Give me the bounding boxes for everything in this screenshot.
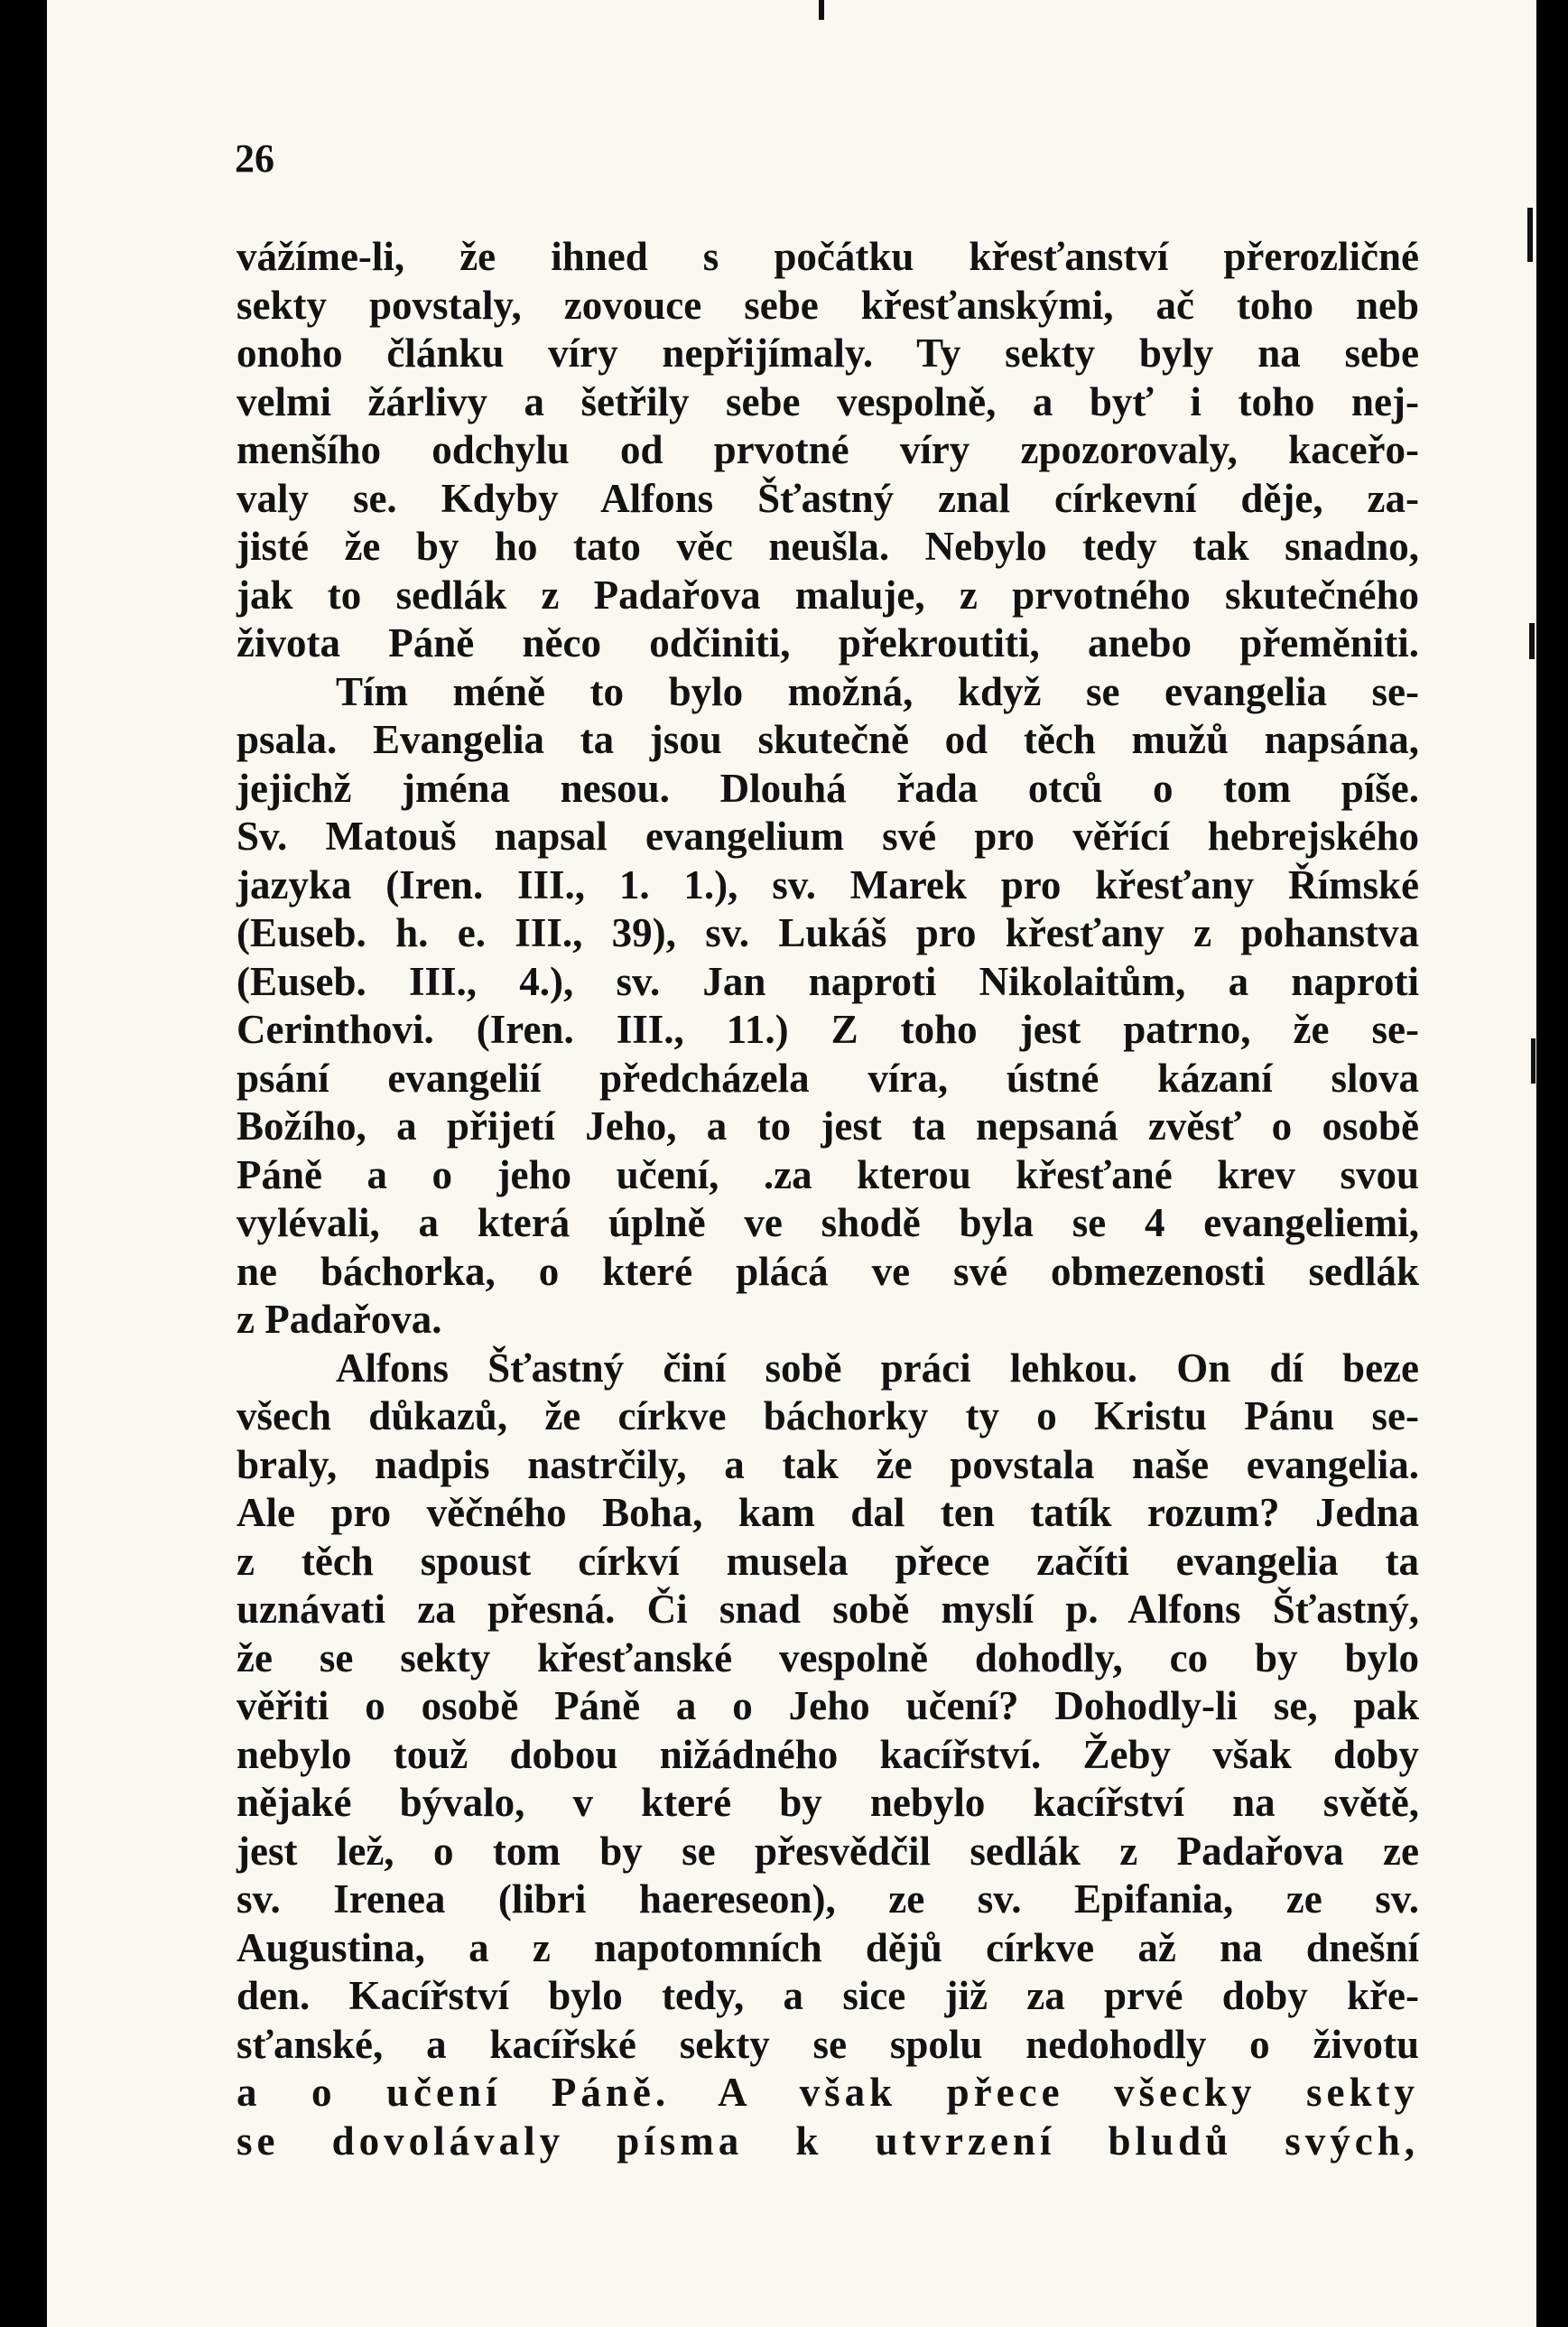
body-text bbox=[237, 233, 1419, 2165]
text-line: jejichž jména nesou. Dlouhá řada otců o tom píše. bbox=[237, 765, 1419, 811]
text-line: nebylo touž dobou nižádného kacířství. Žeby však doby bbox=[237, 1731, 1419, 1777]
right-edge-mark bbox=[1527, 208, 1533, 262]
text-line: z těch spoust církví musela přece začíti evangelia ta bbox=[237, 1538, 1419, 1584]
text-line: jazyka (Iren. III., 1. 1.), sv. Marek pro křesťany Římské bbox=[237, 861, 1419, 908]
text-line: (Euseb. h. e. III., 39), sv. Lukáš pro křesťany z pohanstva bbox=[237, 910, 1419, 955]
text-line: vážíme-li, že ihned s počátku křesťanství přerozličné bbox=[237, 234, 1419, 279]
text-line: Ale pro věčného Boha, kam dal ten tatík rozum? Jedna bbox=[237, 1490, 1419, 1535]
text-line: valy se. Kdyby Alfons Šťastný znal církevní děje, za- bbox=[237, 475, 1419, 521]
text-line: braly, nadpis nastrčily, a tak že povstala naše evangelia. bbox=[237, 1441, 1419, 1487]
text-line: psala. Evangelia ta jsou skutečně od těch mužů napsána, bbox=[237, 717, 1419, 762]
text-line: onoho článku víry nepřijímaly. Ty sekty byly na sebe bbox=[237, 330, 1419, 376]
text-line: se dovolávaly písma k utvrzení bludů svých, bbox=[237, 2118, 1419, 2164]
text-line: sv. Irenea (libri haereseon), ze sv. Epifania, ze sv. bbox=[237, 1876, 1419, 1922]
text-line: Páně a o jeho učení, .za kterou křesťané krev svou bbox=[237, 1151, 1419, 1197]
text-line: velmi žárlivy a šetřily sebe vespolně, a byť i toho nej- bbox=[237, 378, 1419, 424]
text-line: menšího odchylu od prvotné víry zpozorovaly, kaceřo- bbox=[237, 427, 1419, 472]
text-line: psání evangelií předcházela víra, ústné kázaní slova bbox=[237, 1055, 1419, 1101]
text-line: všech důkazů, že církve báchorky ty o Kristu Pánu se- bbox=[237, 1393, 1419, 1438]
text-line: nějaké bývalo, v které by nebylo kacířství na světě, bbox=[237, 1780, 1419, 1825]
book-page bbox=[47, 0, 1536, 2327]
right-edge-mark bbox=[1529, 623, 1535, 659]
text-line: vylévali, a která úplně ve shodě byla se 4 evangeliemi, bbox=[237, 1200, 1419, 1245]
text-line: sekty povstaly, zovouce sebe křesťanskými, ač toho neb bbox=[237, 282, 1419, 328]
text-line: uznávati za přesná. Či snad sobě myslí p. Alfons Šťastný, bbox=[237, 1587, 1419, 1632]
text-line: Božího, a přijetí Jeho, a to jest ta nepsaná zvěsť o osobě bbox=[237, 1103, 1419, 1149]
right-edge-mark bbox=[1531, 1038, 1536, 1084]
text-line: jak to sedlák z Padařova maluje, z prvotného skutečného bbox=[237, 572, 1419, 618]
text-line: Sv. Matouš napsal evangelium své pro věřící hebrejského bbox=[237, 814, 1419, 859]
text-line: Cerinthovi. (Iren. III., 11.) Z toho jest patrno, že se- bbox=[237, 1007, 1419, 1052]
text-line: Alfons Šťastný činí sobě práci lehkou. On dí beze bbox=[336, 1345, 1419, 1391]
text-line: že se sekty křesťanské vespolně dohodly, co by bylo bbox=[237, 1634, 1419, 1680]
text-line: ne báchorka, o které plácá ve své obmezenosti sedlák bbox=[237, 1248, 1419, 1294]
text-line: Augustina, a z napotomních dějů církve až na dnešní bbox=[237, 1924, 1419, 1970]
text-line: sťanské, a kacířské sekty se spolu nedohodly o životu bbox=[237, 2021, 1419, 2067]
text-line: z Padařova. bbox=[237, 1297, 442, 1342]
text-line: věřiti o osobě Páně a o Jeho učení? Dohodly-li se, pak bbox=[237, 1683, 1419, 1728]
text-line: jest lež, o tom by se přesvědčil sedlák z Padařova ze bbox=[237, 1828, 1419, 1874]
text-line: života Páně něco odčiniti, překroutiti, anebo přeměniti. bbox=[237, 620, 1419, 666]
text-line: Tím méně to bylo možná, když se evangelia se- bbox=[336, 668, 1419, 714]
text-line: den. Kacířství bylo tedy, a sice již za prvé doby kře- bbox=[237, 1973, 1419, 2018]
text-line: (Euseb. III., 4.), sv. Jan naproti Nikolaitům, a naproti bbox=[237, 958, 1419, 1004]
page-number: 26 bbox=[235, 136, 274, 181]
top-edge-mark bbox=[819, 0, 824, 20]
text-line: a o učení Páně. A však přece všecky sekty bbox=[237, 2070, 1419, 2115]
text-line: jisté že by ho tato věc neušla. Nebylo tedy tak snadno, bbox=[237, 524, 1419, 569]
